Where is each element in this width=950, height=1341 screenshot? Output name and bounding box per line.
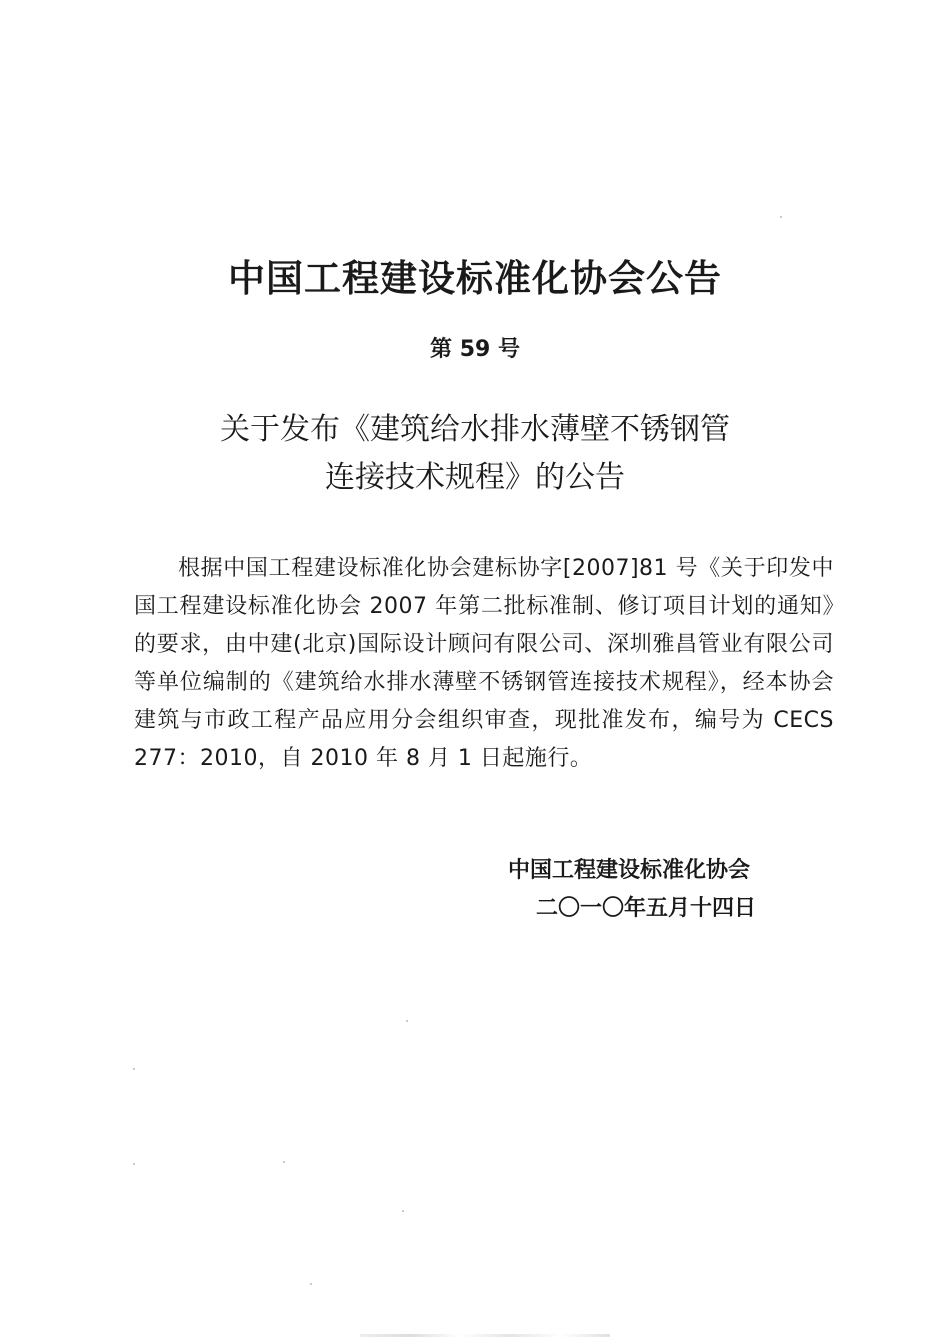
scan-speck (283, 1161, 285, 1163)
notice-body: 根据中国工程建设标准化协会建标协字[2007]81 号《关于印发中国工程建设标准化协会 2007 年第二批标准制、修订项目计划的通知》的要求，由中建(北京)国际设计顾问有限公司、深圳雅昌管业有限公司等单位编制的《建筑给水排水薄壁不锈钢管连接技术规程》，经本协会建筑与市政工程产品应用分会组织审查，现批准发布，编号为 CECS 277：2010，自 2010 年 8 月 1 日起施行。 (134, 556, 834, 771)
scan-speck (406, 1020, 408, 1022)
signature-organization: 中国工程建设标准化协会 (508, 858, 751, 883)
scan-speck (780, 216, 782, 218)
subtitle-line-1: 关于发布《建筑给水排水薄壁不锈钢管 (220, 412, 730, 447)
signature-date: 二〇一〇年五月十四日 (536, 896, 757, 921)
scan-bleed-through (360, 1334, 610, 1337)
subtitle-line-2: 连接技术规程》的公告 (325, 460, 625, 495)
scan-speck (133, 1068, 135, 1070)
signature-block (500, 852, 800, 928)
scan-speck (310, 1283, 312, 1285)
scan-speck (402, 1210, 404, 1212)
scan-speck (133, 1163, 135, 1165)
notice-title: 中国工程建设标准化协会公告 (228, 257, 722, 300)
notice-subtitle (0, 406, 950, 502)
notice-number: 第 59 号 (430, 337, 520, 362)
